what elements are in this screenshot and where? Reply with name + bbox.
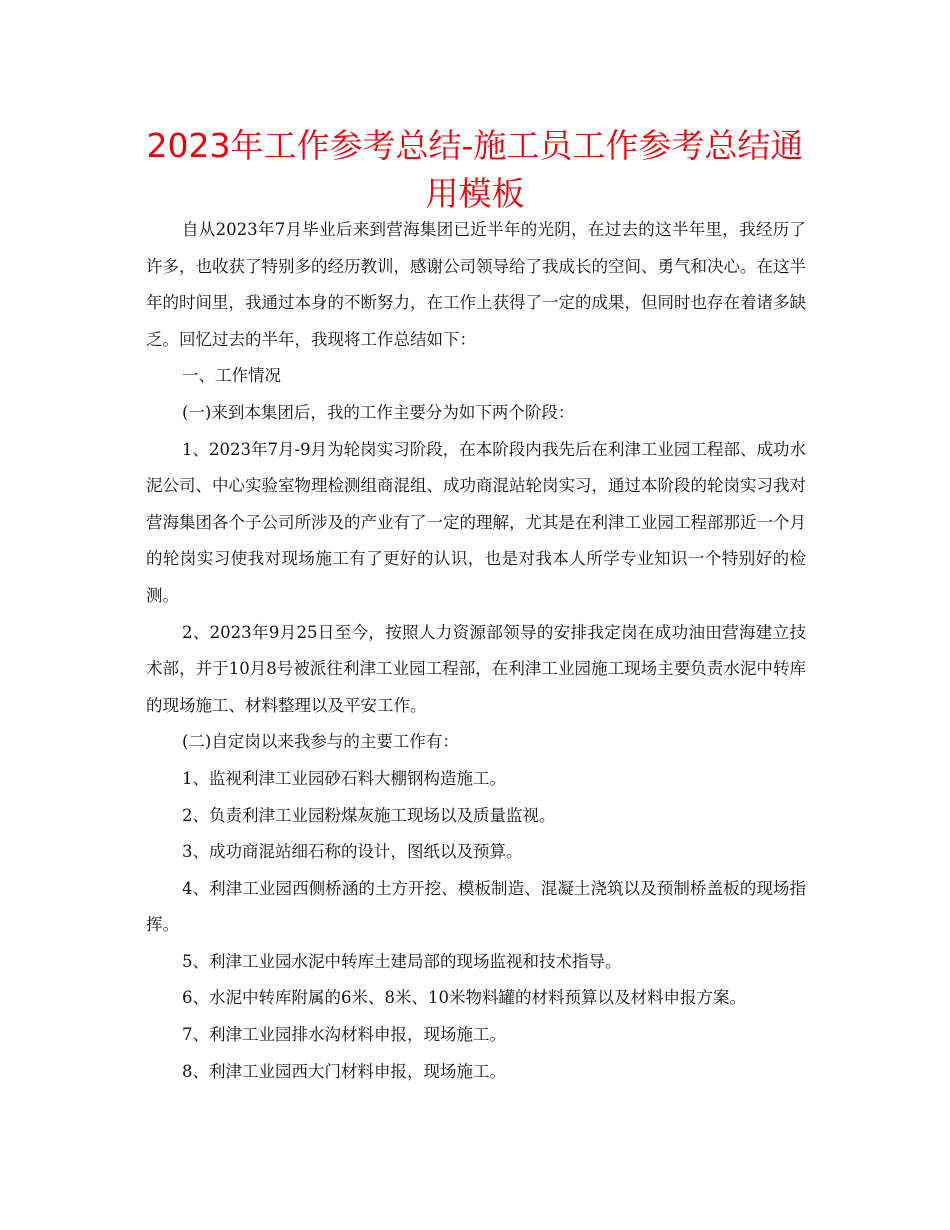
heading-work-situation: 一、工作情况	[182, 366, 281, 386]
list-item: 1、监视利津工业园砂石料大棚钢构造施工。	[182, 768, 506, 788]
list-item: 4、利津工业园西侧桥涵的土方开挖、模板制造、混凝土浇筑以及预制桥盖板的现场指挥。	[146, 878, 806, 935]
list-item: 5、利津工业园水泥中转库土建局部的现场监视和技术指导。	[182, 951, 622, 971]
list-item: 7、利津工业园排水沟材料申报，现场施工。	[182, 1025, 506, 1045]
subheading-main-work: (二)自定岗以来我参与的主要工作有：	[182, 732, 459, 752]
list-item: 3、成功商混站细石称的设计，图纸以及预算。	[182, 842, 523, 862]
paragraph-stage-1: 1、2023年7月-9月为轮岗实习阶段，在本阶段内我先后在利津工业园工程部、成功水泥公司、中心实验室物理检测组商混组、成功商混站轮岗实习，通过本阶段的轮岗实习我对营海集团各个子公司所涉及的产业有了一定的理解，尤其是在利津工业园工程部那近一个月的轮岗实习使我对现场施工有了更好的认识，也是对我本人所学专业知识一个特别好的检测。	[146, 439, 806, 605]
document-body	[146, 212, 806, 1090]
document-title: 2023年工作参考总结-施工员工作参考总结通用模板	[146, 126, 804, 213]
paragraph-stage-2: 2、2023年9月25日至今，按照人力资源部领导的安排我定岗在成功油田营海建立技术部，并于10月8号被派往利津工业园工程部，在利津工业园施工现场主要负责水泥中转库的现场施工、材料整理以及平安工作。	[146, 622, 806, 715]
list-item: 2、负责利津工业园粉煤灰施工现场以及质量监视。	[182, 805, 556, 825]
subheading-two-stages: (一)来到本集团后，我的工作主要分为如下两个阶段：	[182, 402, 575, 422]
list-item: 6、水泥中转库附属的6米、8米、10米物料罐的材料预算以及材料申报方案。	[182, 988, 746, 1008]
paragraph-intro: 自从2023年7月毕业后来到营海集团已近半年的光阴，在过去的这半年里，我经历了许多，也收获了特别多的经历教训，感谢公司领导给了我成长的空间、勇气和决心。在这半年的时间里，我通过本身的不断努力，在工作上获得了一定的成果，但同时也存在着诸多缺乏。回忆过去的半年，我现将工作总结如下：	[146, 220, 806, 349]
list-item: 8、利津工业园西大门材料申报，现场施工。	[182, 1061, 506, 1081]
